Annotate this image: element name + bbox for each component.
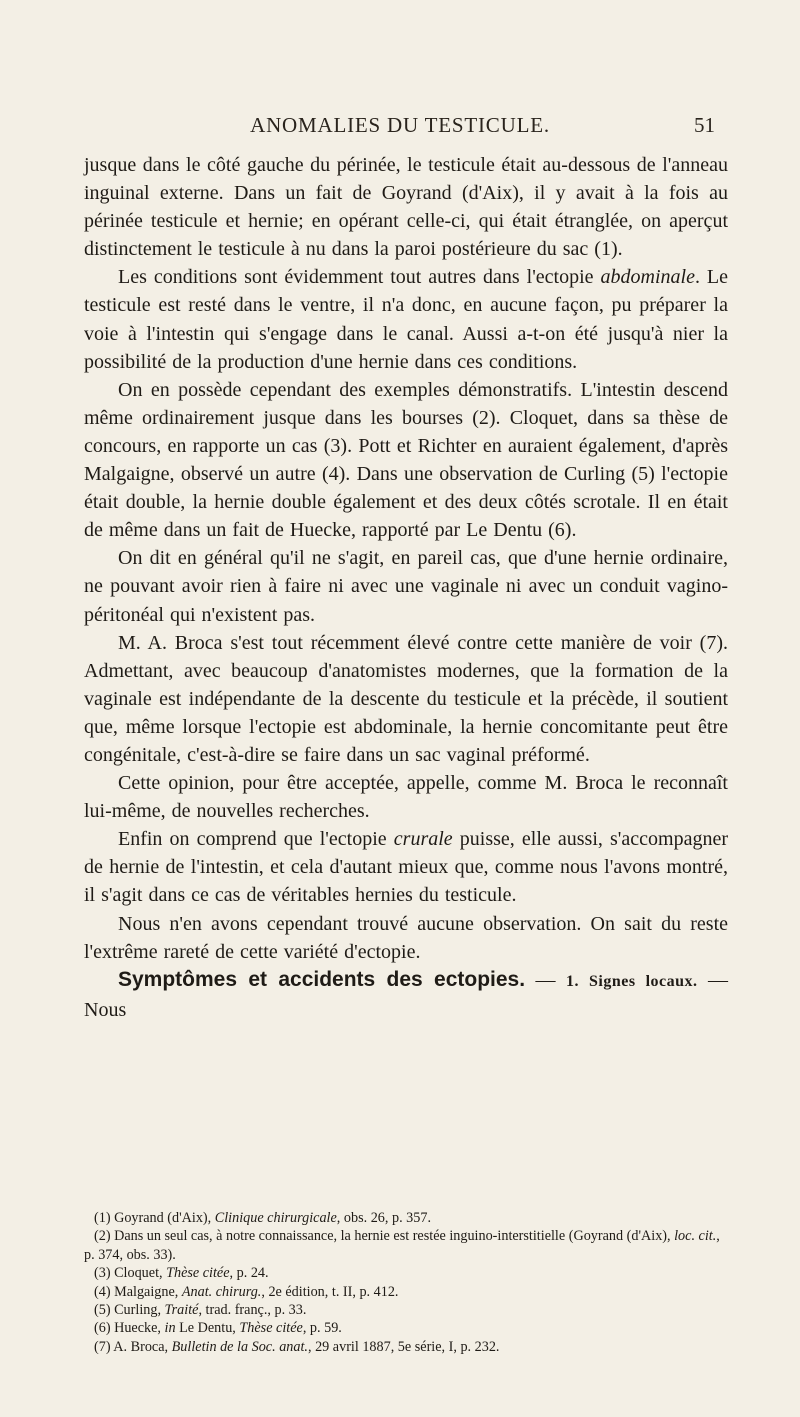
paragraph-2-italic: abdominale <box>600 266 695 289</box>
footnote-7 <box>84 1338 728 1356</box>
footnote-3-b: , p. 24. <box>229 1265 269 1282</box>
footnote-4-italic: Anat. chirurg. <box>181 1283 262 1300</box>
footnote-5-a: (5) Curling, <box>94 1302 165 1319</box>
footnote-3 <box>84 1264 728 1282</box>
section-heading <box>84 966 728 1024</box>
footnote-6-c: , p. 59. <box>302 1320 342 1337</box>
paragraph-2-text-b: . Le testicule est resté dans le ventre, il n'a donc, en aucune façon, pu préparer la voie à l'intestin qui s'engage dans le canal. Aussi a-t-on été jusqu'à nier la possibilité de la production d'une hernie dans ces conditions. <box>84 266 729 373</box>
subsection-heading: 1. Signes locaux. <box>566 972 698 990</box>
footnote-6-a: (6) Huecke, <box>94 1320 165 1337</box>
footnote-7-b: , 29 avril 1887, 5e série, I, p. 232. <box>307 1338 500 1355</box>
paragraph-7-italic: crurale <box>393 828 453 851</box>
footnote-7-italic: Bulletin de la Soc. anat. <box>171 1338 308 1355</box>
paragraph-6: Cette opinion, pour être acceptée, appelle, comme M. Broca le reconnaît lui-même, de nouvelles recherches. <box>84 772 728 823</box>
paragraph-2-text-a: Les conditions sont évidemment tout autres dans l'ectopie <box>118 266 601 289</box>
footnote-2-italic: loc. cit. <box>674 1228 717 1245</box>
footnote-6-b: Le Dentu, <box>175 1320 240 1337</box>
footnote-6 <box>84 1319 728 1337</box>
paragraph-4: On dit en général qu'il ne s'agit, en pareil cas, que d'une hernie ordinaire, ne pouvant avoir rien à faire ni avec une vaginale ni avec un conduit vagino-péritonéal qui n'existent pas. <box>84 547 728 626</box>
paragraph-1: jusque dans le côté gauche du périnée, le testicule était au-dessous de l'anneau inguinal externe. Dans un fait de Goyrand (d'Aix), il y avait à la fois au périnée testicule et hernie; en opérant celle-ci, qui était étranglée, on aperçut distinctement le testicule à nu dans la paroi postérieure du sac (1). <box>84 154 728 261</box>
paragraph-5: M. A. Broca s'est tout récemment élevé contre cette manière de voir (7). Admettant, avec beaucoup d'anatomistes modernes, que la formation de la vaginale est indépendante de la descente du testicule et la précède, il soutient que, même lorsque l'ectopie est abdominale, la hernie concomitante peut être congénitale, c'est-à-dire se faire dans un sac vaginal préformé. <box>84 631 728 766</box>
footnote-7-a: (7) A. Broca, <box>94 1338 172 1355</box>
footnote-4-b: , 2e édition, t. II, p. 412. <box>261 1283 399 1300</box>
paragraph-3: On en possède cependant des exemples démonstratifs. L'intestin descend même ordinairement jusque dans les bourses (2). Cloquet, dans sa thèse de concours, en rapporte un cas (3). Pott et Richter en auraient également, d'après Malgaigne, observé un autre (4). Dans une observation de Curling (5) l'ectopie était double, la hernie double également et des deux côtés scrotale. Il en était de même dans un fait de Huecke, rapporté par Le Dentu (6). <box>84 378 728 542</box>
footnote-1-italic: Clinique chirurgicale <box>214 1210 337 1226</box>
section-heading-dash: — <box>525 968 567 991</box>
footnote-5-b: , trad. franç., p. 33. <box>198 1302 307 1319</box>
footnote-2-b: , p. 374, obs. 33). <box>84 1228 720 1263</box>
paragraph-7 <box>84 825 728 909</box>
footnote-3-italic: Thèse citée <box>166 1265 230 1282</box>
footnote-2-a: (2) Dans un seul cas, à notre connaissance, la hernie est restée inguino-interstitielle (Goyrand (d'Aix), <box>94 1228 675 1245</box>
paragraph-7-text-b: puisse, elle aussi, s'accompagner de hernie de l'intestin, et cela d'autant mieux que, comme nous l'avons montré, il s'agit dans ce cas de véritables hernies du testicule. <box>84 828 728 907</box>
paragraph-7-text-a: Enfin on comprend que l'ectopie <box>118 828 394 851</box>
footnote-4-a: (4) Malgaigne, <box>94 1283 182 1300</box>
running-head <box>0 111 800 139</box>
footnote-1-b: , obs. 26, p. 357. <box>336 1210 431 1226</box>
footnote-3-a: (3) Cloquet, <box>94 1265 167 1282</box>
page-number: 51 <box>694 113 715 137</box>
footnote-5 <box>84 1301 728 1319</box>
paragraph-2 <box>84 263 728 375</box>
footnote-5-italic: Traité <box>164 1302 199 1319</box>
main-text <box>84 151 728 1024</box>
footnotes <box>84 1209 728 1356</box>
paragraph-8: Nous n'en avons cependant trouvé aucune observation. On sait du reste l'extrême rareté de cette variété d'ectopie. <box>84 912 728 963</box>
footnote-6-italic: in <box>164 1320 176 1337</box>
section-heading-title: Symptômes et accidents des ectopies. <box>118 967 526 991</box>
running-title: ANOMALIES DU TESTICULE. <box>250 113 550 137</box>
footnote-1 <box>84 1209 728 1227</box>
footnote-2 <box>84 1227 728 1264</box>
footnote-6-italic-2: Thèse citée <box>239 1320 303 1337</box>
footnote-4 <box>84 1283 728 1301</box>
footnote-1-a: (1) Goyrand (d'Aix), <box>94 1210 215 1226</box>
section-heading-tail: — Nous <box>84 968 729 1021</box>
